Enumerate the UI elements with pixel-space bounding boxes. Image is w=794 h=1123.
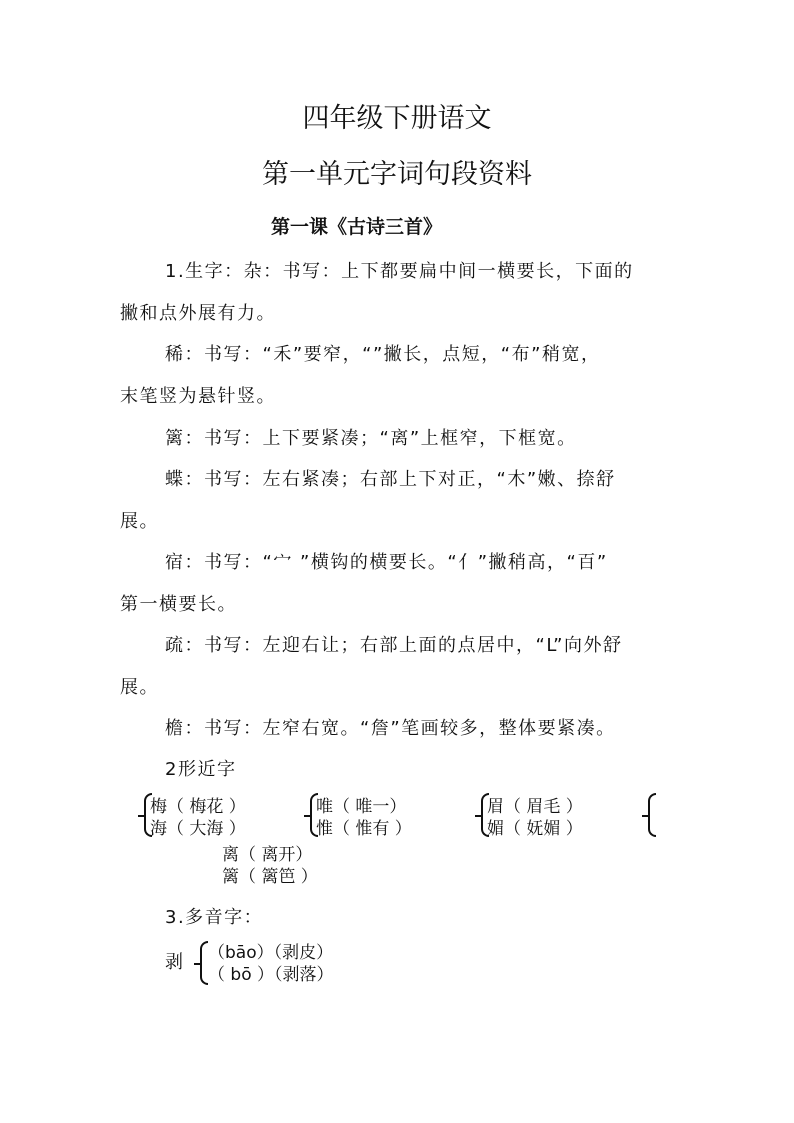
paragraph-line: 展。 (120, 511, 159, 532)
similar-char-row: 篱（ 篱笆 ） (222, 867, 318, 887)
paragraph-line: 蝶：书写：左右紧凑；右部上下对正，“木”嫩、捺舒 (165, 469, 616, 490)
paragraph-line: 撇和点外展有力。 (120, 303, 276, 324)
similar-char-row: 惟（ 惟有 ） (316, 819, 412, 839)
paragraph-line: 疏：书写：左迎右让；右部上面的点居中，“L”向外舒 (165, 635, 623, 656)
polyphone-row: （bāo）（剥皮） (208, 943, 334, 963)
paragraph-line: 第一横要长。 (120, 594, 237, 615)
brace-icon (648, 793, 656, 837)
paragraph-line: 篱：书写：上下要紧凑；“离”上框窄，下框宽。 (165, 428, 577, 449)
similar-char-row: 媚（ 妩媚 ） (487, 819, 583, 839)
section-label: 3.多音字： (165, 907, 264, 928)
lesson-heading: 第一课《古诗三首》 (271, 216, 443, 238)
page-subtitle: 第一单元字词句段资料 (262, 159, 532, 190)
paragraph-line: 宿：书写：“宀 ”横钩的横要长。“亻”撇稍高，“百” (165, 552, 608, 573)
page-title: 四年级下册语文 (302, 103, 492, 134)
brace-icon (200, 941, 208, 985)
paragraph-line: 末笔竖为悬针竖。 (120, 386, 276, 407)
paragraph-line: 展。 (120, 677, 159, 698)
similar-char-row: 梅（ 梅花 ） (150, 797, 246, 817)
similar-char-row: 离（ 离开） (222, 845, 313, 865)
similar-char-row: 海（ 大海 ） (150, 819, 246, 839)
similar-char-row: 眉（ 眉毛 ） (487, 797, 583, 817)
paragraph-line: 1.生字：杂：书写：上下都要扁中间一横要长，下面的 (165, 261, 634, 282)
paragraph-line: 稀：书写：“禾”要窄，“”撇长，点短，“布”稍宽， (165, 344, 601, 365)
section-label: 2形近字 (165, 759, 237, 780)
polyphone-char: 剥 (165, 952, 185, 973)
similar-char-row: 唯（ 唯一） (316, 797, 407, 817)
paragraph-line: 檐：书写：左窄右宽。“詹”笔画较多，整体要紧凑。 (165, 718, 616, 739)
polyphone-row: （ bō ）（剥落） (208, 965, 334, 985)
